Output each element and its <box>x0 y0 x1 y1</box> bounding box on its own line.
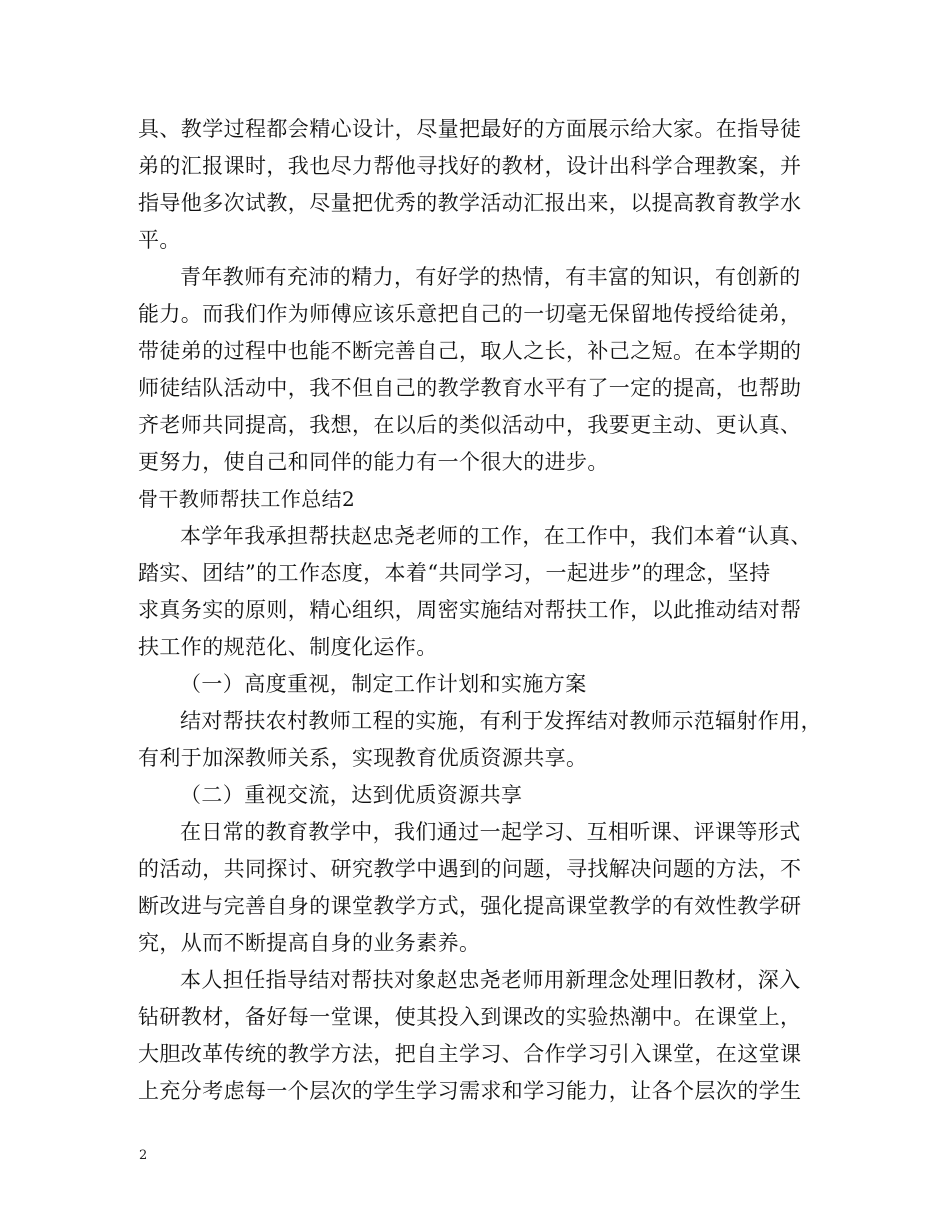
page-number: 2 <box>139 1148 148 1163</box>
document-body <box>138 111 828 1110</box>
text-line: 上充分考虑每一个层次的学生学习需求和学习能力，让各个层次的学生 <box>138 1079 802 1103</box>
text-line: 骨干教师帮扶工作总结2 <box>138 487 356 511</box>
paragraph <box>138 518 828 666</box>
paragraph <box>138 814 828 962</box>
text-line: 平。 <box>138 228 181 252</box>
paragraph <box>138 111 828 259</box>
paragraph <box>138 259 828 481</box>
text-line: 求真务实的原则，精心组织，周密实施结对帮扶工作，以此推动结对帮 <box>138 598 802 622</box>
text-line: 钻研教材，备好每一堂课，使其投入到课改的实验热潮中。在课堂上， <box>138 1005 802 1029</box>
text-line: 带徒弟的过程中也能不断完善自己，取人之长，补己之短。在本学期的 <box>138 339 802 363</box>
text-line: 的活动，共同探讨、研究教学中遇到的问题，寻找解决问题的方法，不 <box>138 857 802 881</box>
text-line: 踏实、团结”的工作态度，本着“共同学习，一起进步”的理念，坚持 <box>138 561 771 585</box>
text-line: 齐老师共同提高，我想，在以后的类似活动中，我要更主动、更认真、 <box>138 413 802 437</box>
text-line: 青年教师有充沛的精力，有好学的热情，有丰富的知识，有创新的 <box>180 265 801 289</box>
text-line: 指导他多次试教，尽量把优秀的教学活动汇报出来，以提高教育教学水 <box>138 191 802 215</box>
text-line: 有利于加深教师关系，实现教育优质资源共享。 <box>138 746 588 770</box>
text-line: 大胆改革传统的教学方法，把自主学习、合作学习引入课堂，在这堂课 <box>138 1042 802 1066</box>
text-line: （二）重视交流，达到优质资源共享 <box>180 783 523 807</box>
subsection-heading <box>138 666 828 703</box>
text-line: 扶工作的规范化、制度化运作。 <box>138 635 438 659</box>
text-line: 在日常的教育教学中，我们通过一起学习、互相听课、评课等形式 <box>180 820 801 844</box>
text-line: 更努力，使自己和同伴的能力有一个很大的进步。 <box>138 450 609 474</box>
text-line: 具、教学过程都会精心设计，尽量把最好的方面展示给大家。在指导徒 <box>138 117 802 141</box>
text-line: 本人担任指导结对帮扶对象赵忠尧老师用新理念处理旧教材，深入 <box>180 968 801 992</box>
paragraph <box>138 703 828 777</box>
text-line: 断改进与完善自身的课堂教学方式，强化提高课堂教学的有效性教学研 <box>138 894 802 918</box>
text-line: 结对帮扶农村教师工程的实施，有利于发挥结对教师示范辐射作用， <box>180 709 822 733</box>
subsection-heading <box>138 777 828 814</box>
text-line: 师徒结队活动中，我不但自己的教学教育水平有了一定的提高，也帮助 <box>138 376 802 400</box>
paragraph <box>138 962 828 1110</box>
text-line: 本学年我承担帮扶赵忠尧老师的工作，在工作中，我们本着“认真、 <box>180 524 812 548</box>
text-line: （一）高度重视，制定工作计划和实施方案 <box>180 672 587 696</box>
text-line: 能力。而我们作为师傅应该乐意把自己的一切毫无保留地传授给徒弟， <box>138 302 802 326</box>
section-heading <box>138 481 828 518</box>
text-line: 弟的汇报课时，我也尽力帮他寻找好的教材，设计出科学合理教案，并 <box>138 154 802 178</box>
text-line: 究，从而不断提高自身的业务素养。 <box>138 931 481 955</box>
